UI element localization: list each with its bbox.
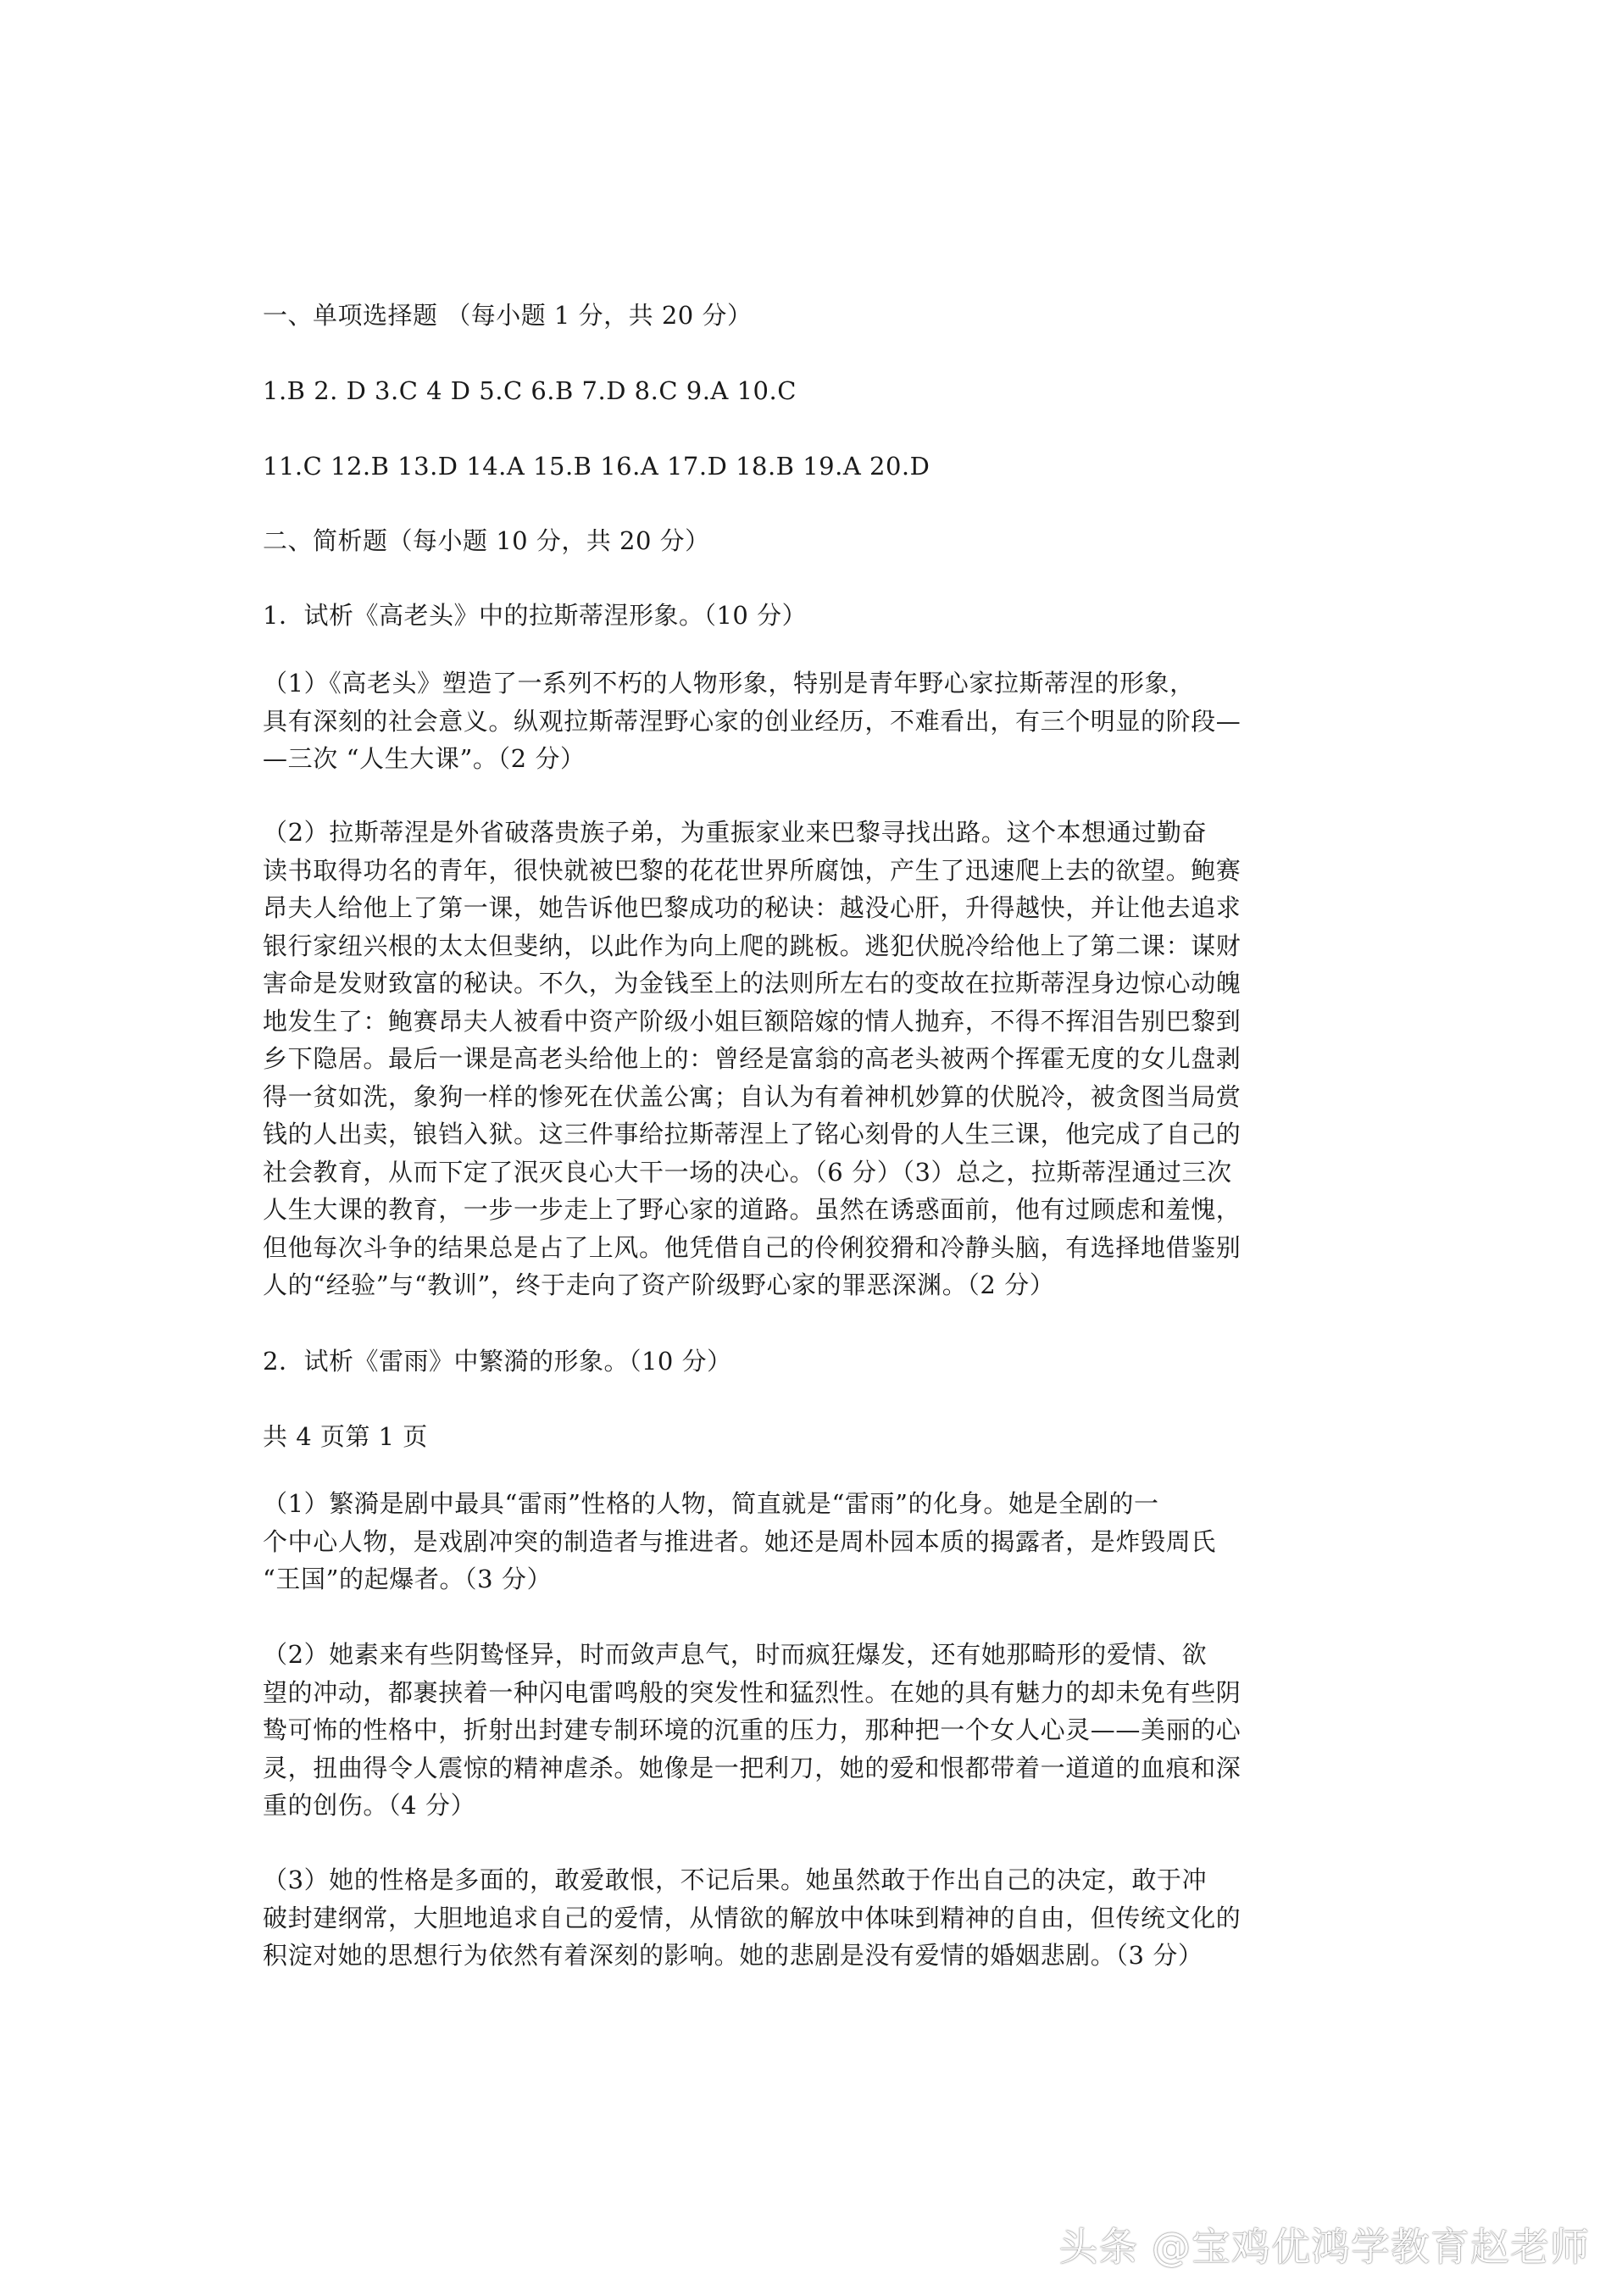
q1-paragraph-2 [263,814,1390,1304]
paragraph-line: 得一贫如洗，象狗一样的惨死在伏盖公寓；自认为有着神机妙算的伏脱冷，被贪图当局赏 [263,1081,1241,1111]
paragraph-line: 积淀对她的思想行为依然有着深刻的影响。她的悲剧是没有爱情的婚姻悲剧。（3 分） [263,1941,1203,1970]
paragraph-line: （1）《高老头》塑造了一系列不朽的人物形象，特别是青年野心家拉斯蒂涅的形象， [263,669,1195,698]
paragraph-line: 人生大课的教育，一步一步走上了野心家的道路。虽然在诱惑面前，他有过顾虑和羞愧， [263,1195,1241,1224]
paragraph-line: 望的冲动，都裹挟着一种闪电雷鸣般的突发性和猛烈性。在她的具有魅力的却未免有些阴 [263,1677,1241,1707]
paragraph-line: 灵，扭曲得令人震惊的精神虐杀。她像是一把利刀，她的爱和恨都带着一道道的血痕和深 [263,1753,1241,1782]
paragraph-line: （1）繁漪是剧中最具“雷雨”性格的人物，简直就是“雷雨”的化身。她是全剧的一 [263,1489,1159,1518]
paragraph-line: 乡下隐居。最后一课是高老头给他上的：曾经是富翁的高老头被两个挥霍无度的女儿盘剥 [263,1044,1241,1073]
q2-paragraph-1 [263,1485,1390,1598]
watermark: 头条 @宝鸡优鸿学教育赵老师 [1058,2224,1590,2270]
answers-row-2: 11.C 12.B 13.D 14.A 15.B 16.A 17.D 18.B 19.A 20.D [263,452,930,481]
paragraph-line: 破封建纲常，大胆地追求自己的爱情，从情欲的解放中体味到精神的自由，但传统文化的 [263,1903,1241,1932]
paragraph-line: （2）拉斯蒂涅是外省破落贵族子弟，为重振家业来巴黎寻找出路。这个本想通过勤奋 [263,818,1208,847]
paragraph-line: 个中心人物，是戏剧冲突的制造者与推进者。她还是周朴园本质的揭露者，是炸毁周氏 [263,1526,1216,1556]
paragraph-line: 读书取得功名的青年，很快就被巴黎的花花世界所腐蚀，产生了迅速爬上去的欲望。鲍赛 [263,855,1241,885]
paragraph-line: 重的创伤。（4 分） [263,1791,476,1820]
paragraph-line: 害命是发财致富的秘诀。不久，为金钱至上的法则所左右的变故在拉斯蒂涅身边惊心动魄 [263,969,1241,998]
paragraph-line: “王国”的起爆者。（3 分） [263,1565,553,1593]
paragraph-line: （2）她素来有些阴鸷怪异，时而敛声息气，时而疯狂爆发，还有她那畸形的爱情、欲 [263,1640,1208,1669]
paragraph-line: 但他每次斗争的结果总是占了上风。他凭借自己的伶俐狡猾和冷静头脑，有选择地借鉴别 [263,1232,1241,1262]
question-2-title: 2．试析《雷雨》中繁漪的形象。（10 分） [263,1347,732,1376]
q2-paragraph-2 [263,1636,1390,1825]
paragraph-line: 昂夫人给他上了第一课，她告诉他巴黎成功的秘诀：越没心肝，升得越快，并让他去追求 [263,893,1241,922]
q1-paragraph-1 [263,664,1390,778]
paragraph-line: 地发生了：鲍赛昂夫人被看中资产阶级小姐巨额陪嫁的情人抛弃，不得不挥泪告别巴黎到 [263,1006,1241,1036]
paragraph-line: —三次 “人生大课”。（2 分） [263,744,586,773]
answers-row-1: 1.B 2. D 3.C 4 D 5.C 6.B 7.D 8.C 9.A 10.C [263,376,797,405]
q2-paragraph-3 [263,1861,1390,1975]
paragraph-line: 社会教育，从而下定了泯灭良心大干一场的决心。（6 分）（3）总之，拉斯蒂涅通过三次 [263,1157,1232,1187]
paragraph-line: 人的“经验”与“教训”，终于走向了资产阶级野心家的罪恶深渊。（2 分） [263,1270,1055,1299]
paragraph-line: 具有深刻的社会意义。纵观拉斯蒂涅野心家的创业经历，不难看出，有三个明显的阶段— [263,706,1241,736]
paragraph-line: 银行家纽兴根的太太但斐纳，以此作为向上爬的跳板。逃犯伏脱冷给他上了第二课：谋财 [263,931,1241,960]
section1-heading: 一、单项选择题 （每小题 1 分，共 20 分） [263,301,753,330]
question-1-title: 1．试析《高老头》中的拉斯蒂涅形象。（10 分） [263,601,808,630]
paragraph-line: （3）她的性格是多面的，敢爱敢恨，不记后果。她虽然敢于作出自己的决定，敢于冲 [263,1865,1208,1894]
section2-heading: 二、简析题（每小题 10 分，共 20 分） [263,526,710,555]
page-footer: 共 4 页第 1 页 [263,1422,428,1451]
paragraph-line: 钱的人出卖，锒铛入狱。这三件事给拉斯蒂涅上了铭心刻骨的人生三课，他完成了自己的 [263,1120,1241,1148]
paragraph-line: 鸷可怖的性格中，折射出封建专制环境的沉重的压力，那种把一个女人心灵——美丽的心 [263,1715,1241,1744]
